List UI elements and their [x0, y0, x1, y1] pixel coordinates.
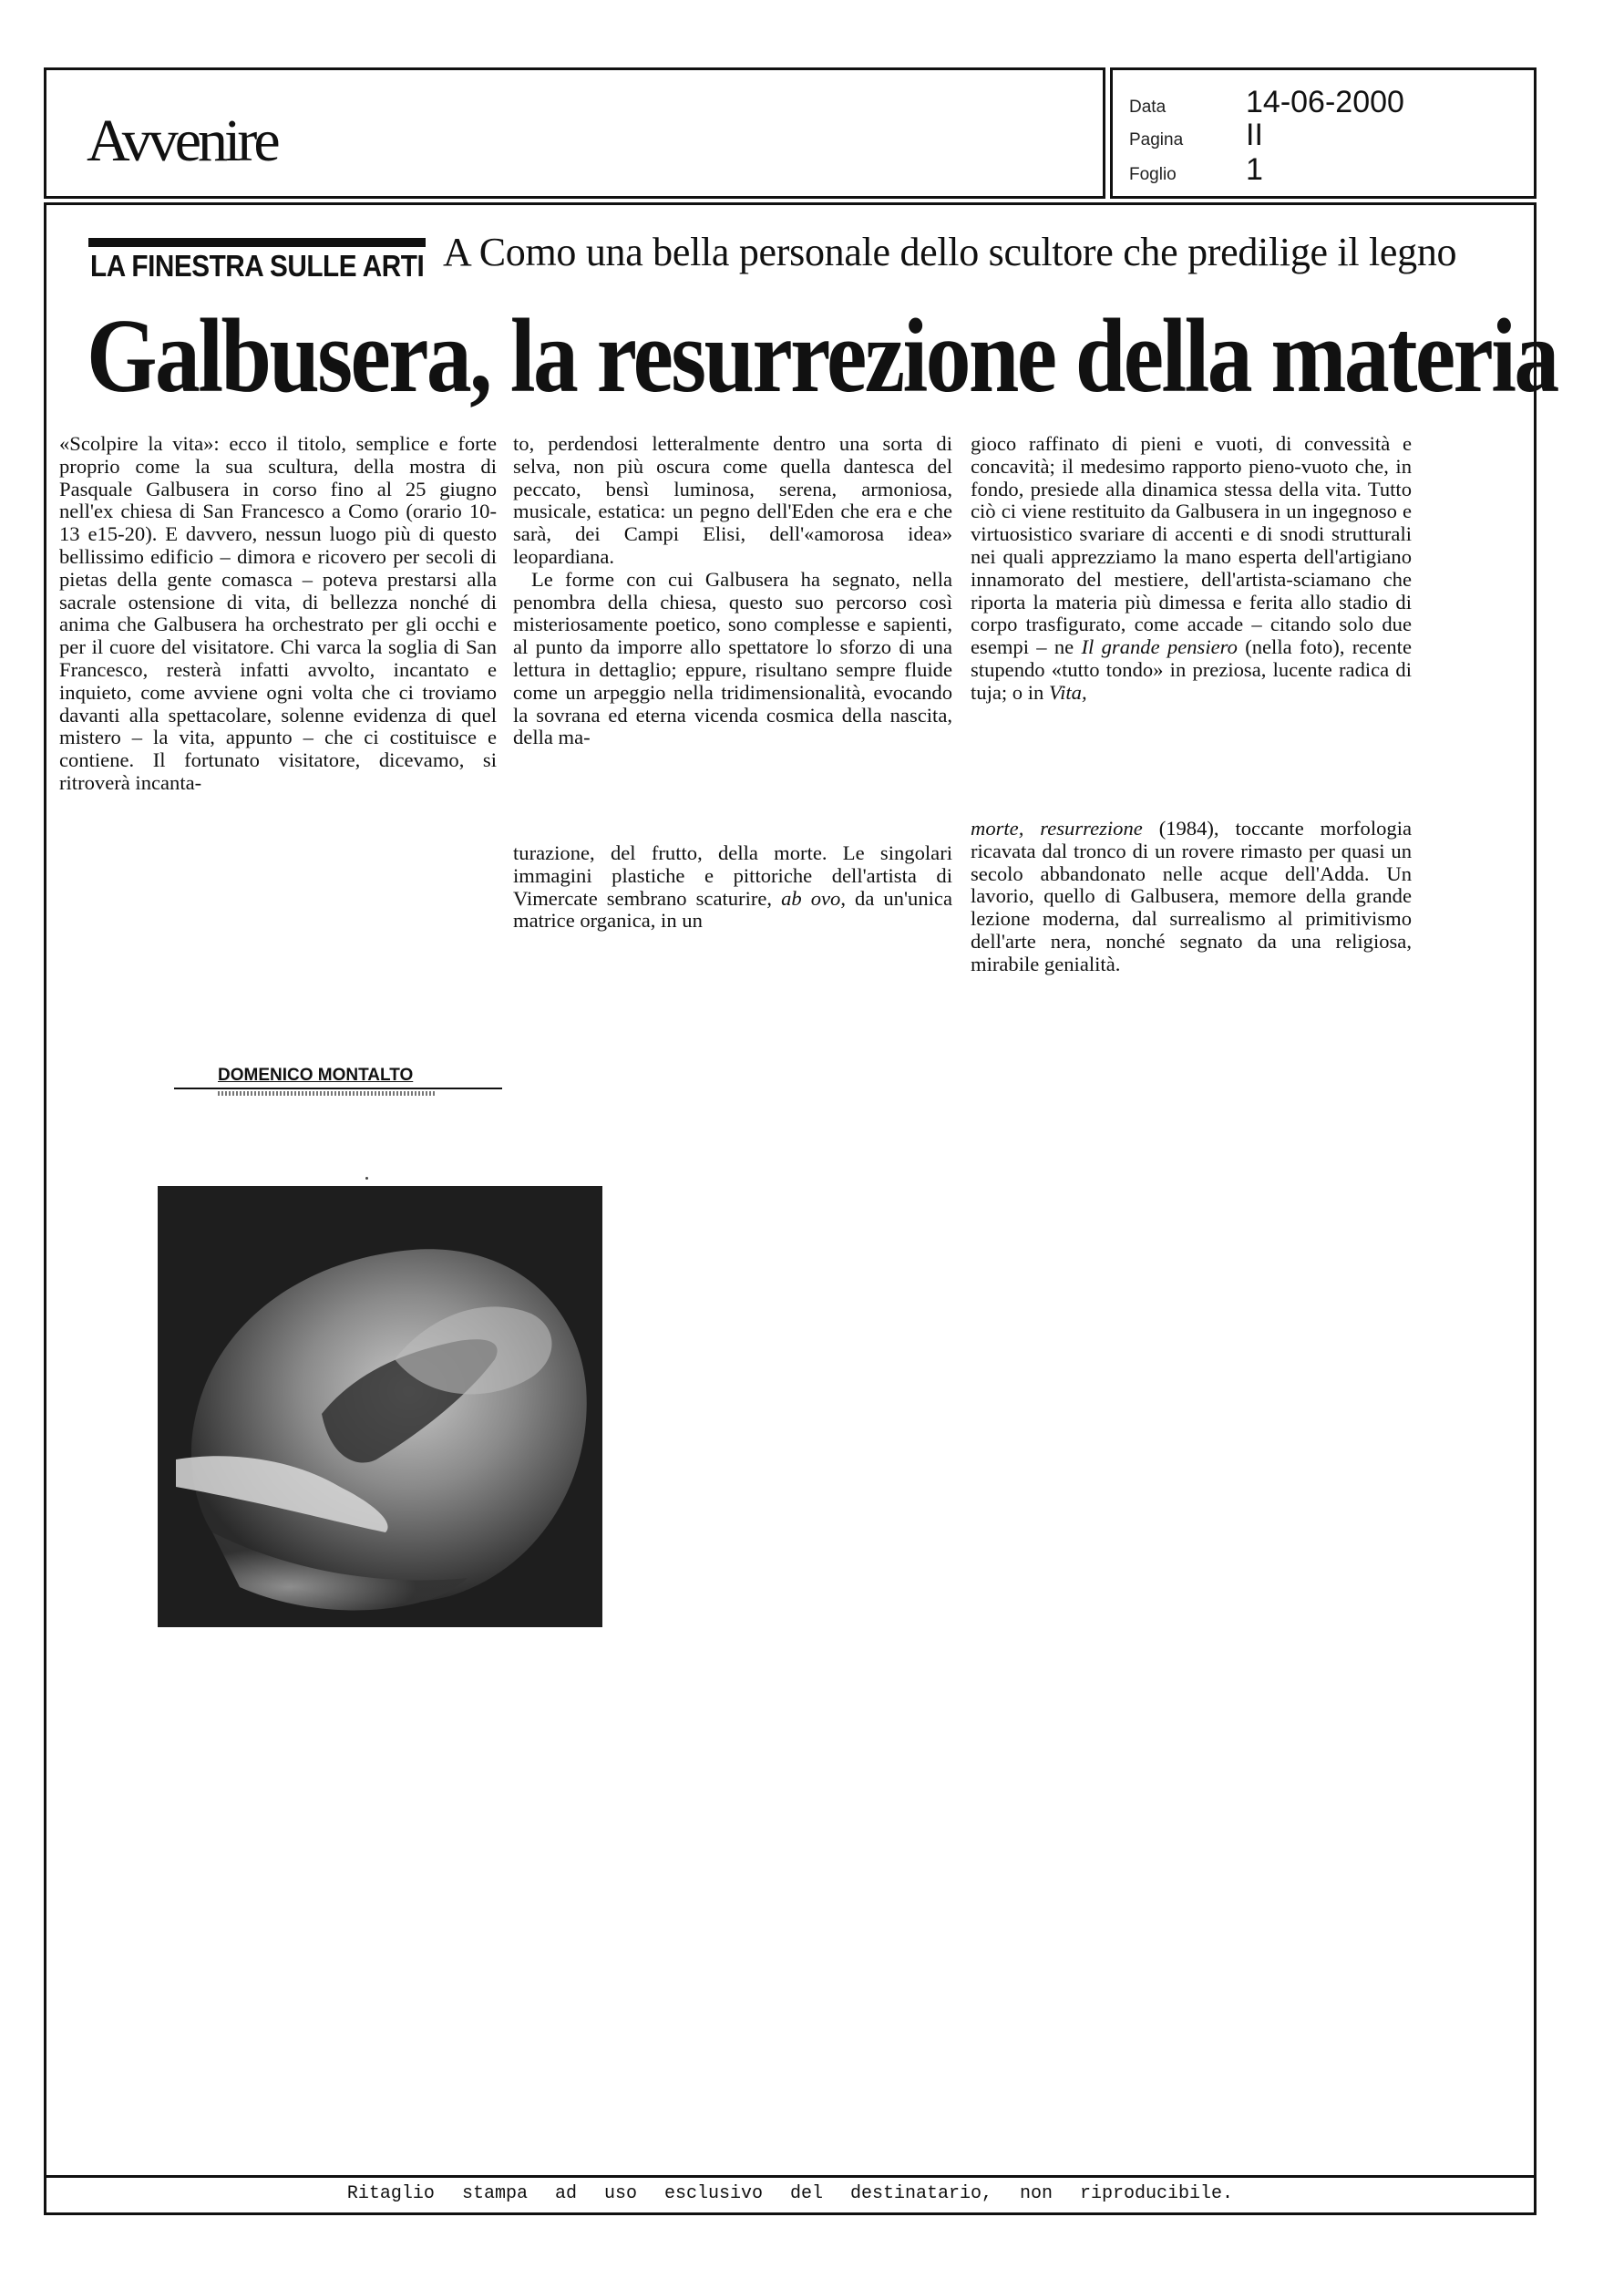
header-meta-box	[1110, 67, 1537, 199]
paragraph	[513, 842, 952, 933]
paragraph: to, perdendosi letteralmente dentro una sorta di selva, non più oscura come quella dantesca del peccato, bensì luminosa, serena, armoniosa, musicale, estatica: un pegno dell'Eden che era e che sarà, dei Campi Elisi, dell'«amorosa idea» leopardiana.	[513, 432, 952, 568]
article-headline: Galbusera, la resurrezione della materia	[87, 298, 1557, 415]
paragraph	[971, 818, 1412, 976]
masthead-logo: Avvenire	[87, 108, 277, 174]
footer-bar	[46, 2175, 1534, 2212]
byline-rule	[174, 1088, 502, 1089]
meta-page-value: II	[1246, 118, 1263, 152]
header-masthead-box	[44, 67, 1105, 199]
paragraph	[971, 433, 1412, 705]
article-subhead: A Como una bella personale dello scultore che predilige il legno	[443, 230, 1457, 274]
text-run: turazione, del frutto, della morte. Le singolari immagini plastiche e pittoriche dell'artista di Vimercate sembrano scaturire,	[513, 841, 952, 910]
section-kicker: LA FINESTRA SULLE ARTI	[90, 249, 425, 283]
article-column-2-top	[513, 433, 952, 749]
meta-sheet-value: 1	[1246, 152, 1263, 187]
article-column-3-bottom	[971, 818, 1412, 976]
author-byline: DOMENICO MONTALTO	[218, 1066, 414, 1085]
text-run: gioco raffinato di pieni e vuoti, di convessità e concavità; il medesimo rapporto pieno-vuoto che, in fondo, presiede alla dinamica stessa della vita. Tutto ciò ci viene restituito da Galbusera in un ingegnoso e virtuosistico svariare di accenti e di snodi strutturali nei quali apprezziamo la mano esperta dell'artigiano innamorato del mestiere, dell'artista-sciamano che riporta la materia più dimessa e ferita allo stadio di corpo trasfigurato, come accade – citando solo due esempi – ne	[971, 432, 1412, 659]
paragraph: «Scolpire la vita»: ecco il titolo, semplice e forte proprio come la sua scultura, della mostra di Pasquale Galbusera in corso fino al 25 giugno nell'ex chiesa di San Francesco a Como (orario 10-13 e15-20). E davvero, nessun luogo più di questo bellissimo edificio – dimora e ricovero per secoli di pietas della gente comasca – poteva prestarsi alla sacrale ostensione di vita, di bellezza nonché di anima che Galbusera ha orchestrato per gli occhi e per il cuore del visitatore. Chi varca la soglia di San Francesco, resterà infatti avvolto, incantato e inquieto, come avviene ogni volta che ci troviamo davanti alla spettacolare, solenne evidenza di quel mistero – la vita, appunto – che ci costituisce e contiene. Il fortunato visitatore, dicevamo, si ritroverà incanta-	[59, 432, 497, 794]
sculpture-illustration	[158, 1186, 602, 1627]
meta-date-value: 14-06-2000	[1246, 85, 1404, 119]
italic-run: Il grande pensiero	[1081, 635, 1238, 659]
meta-label: Pagina	[1129, 130, 1184, 150]
text-run: (1984), toccante morfologia ricavata dal tronco di un rovere rimasto per quasi un secolo abbandonato nelle acque dell'Adda. Un lavorio, quello di Galbusera, memore della grande lezione moderna, dal surrealismo al primitivismo dell'arte nera, nonché segnato da una religiosa, mirabile genialità.	[971, 817, 1413, 975]
text-run: , da un'unica matrice organica, in un	[513, 886, 952, 933]
italic-run: morte, resurrezione	[971, 817, 1143, 840]
italic-run: Vita,	[1048, 680, 1087, 704]
text-run: (nella foto), recente stupendo «tutto tondo» in preziosa, lucente radica di tuja; o in	[971, 635, 1412, 704]
italic-run: ab ovo	[781, 886, 841, 910]
paragraph: Le forme con cui Galbusera ha segnato, nella penombra della chiesa, questo suo percorso così misteriosamente poetico, sono complesse e sapienti, al punto da imporre allo spettatore lo sforzo di una lettura in dettaglio; eppure, risultano sempre fluide come un arpeggio nella tridimensionalità, evocando la sovrana ed eterna vicenda cosmica della nascita, della ma-	[513, 567, 952, 749]
meta-label: Foglio	[1129, 165, 1177, 184]
scan-speck	[365, 1177, 368, 1180]
article-column-2-bottom	[513, 842, 952, 933]
sculpture-photo	[158, 1186, 602, 1627]
kicker-rule	[88, 238, 426, 247]
byline-dotted-rule	[218, 1091, 437, 1096]
article-column-3-top	[971, 433, 1412, 705]
footer-disclaimer: Ritaglio stampa ad uso esclusivo del destinatario, non riproducibile.	[346, 2183, 1234, 2204]
article-column-1	[59, 433, 497, 795]
article-frame	[44, 202, 1557, 2215]
meta-label: Data	[1129, 98, 1167, 117]
